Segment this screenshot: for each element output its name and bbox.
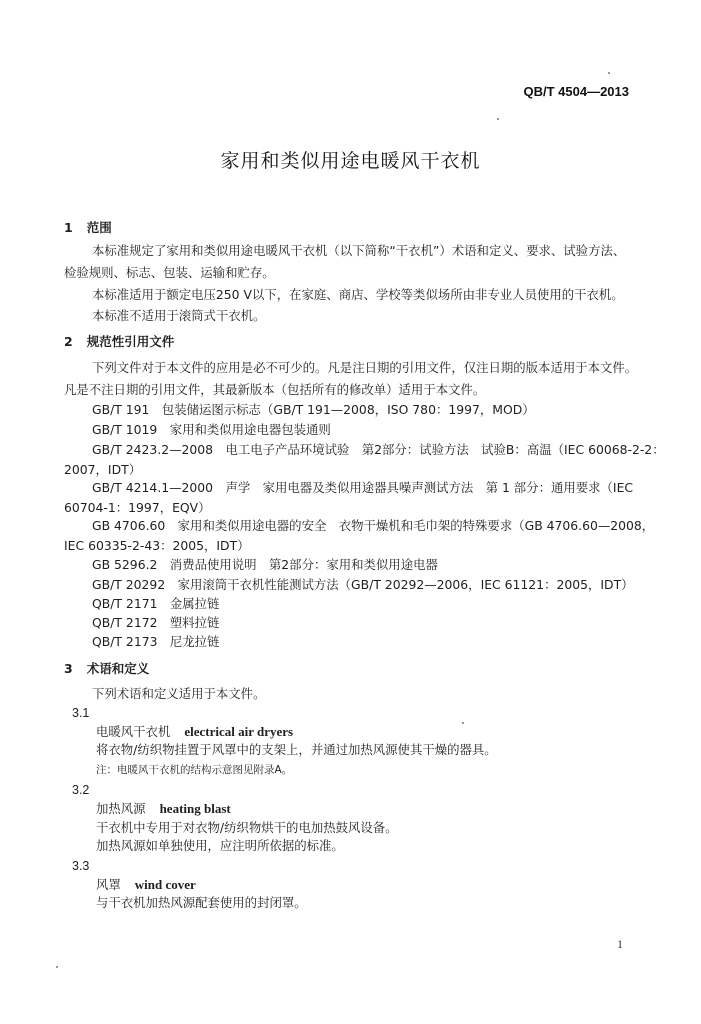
- term-3-1-definition: 将衣物/纺织物挂置于风罩中的支架上，并通过加热风源使其干燥的器具。: [96, 742, 497, 757]
- section-1-heading: [64, 220, 112, 236]
- term-3-1-note: 注：电暖风干衣机的结构示意图见附录A。: [96, 764, 293, 776]
- scan-speck: [497, 118, 499, 120]
- page-number: 1: [617, 937, 623, 951]
- ref-gbt-4214-cont: 60704-1：1997，EQV）: [64, 500, 211, 515]
- section-3-intro: 下列术语和定义适用于本文件。: [92, 686, 266, 701]
- ref-gbt-20292: GB/T 20292 家用滚筒干衣机性能测试方法（GB/T 20292—2006，IEC 61121：2005，IDT）: [92, 577, 634, 592]
- term-3-3-zh: 风罩: [96, 877, 121, 892]
- term-3-2-en: heating blast: [159, 801, 231, 816]
- term-3-1-zh: 电暖风干衣机: [96, 724, 171, 739]
- section-1-line-3: 本标准适用于额定电压250 V以下，在家庭、商店、学校等类似场所由非专业人员使用的干衣机。: [92, 287, 624, 302]
- ref-gbt-2423-cont: 2007，IDT）: [64, 462, 142, 477]
- section-1-title: 范围: [86, 220, 112, 235]
- section-1-line-1: 本标准规定了家用和类似用途电暖风干衣机（以下简称“干衣机”）术语和定义、要求、试验方法、: [92, 243, 626, 258]
- section-1-line-4: 本标准不适用于滚筒式干衣机。: [92, 308, 266, 323]
- section-3-title: 术语和定义: [86, 661, 150, 676]
- ref-gb-5296: GB 5296.2 消费品使用说明 第2部分：家用和类似用途电器: [92, 557, 438, 572]
- section-1-line-2: 检验规则、标志、包装、运输和贮存。: [64, 265, 275, 280]
- ref-gbt-1019: GB/T 1019 家用和类似用途电器包装通则: [92, 422, 331, 437]
- term-3-2-heading: [96, 801, 231, 817]
- term-3-3-heading: [96, 877, 196, 893]
- ref-gbt-191: GB/T 191 包装储运图示标志（GB/T 191—2008，ISO 780：1997，MOD）: [92, 402, 535, 417]
- term-3-1-heading: [96, 724, 293, 740]
- ref-line-2: 凡是不注日期的引用文件，其最新版本（包括所有的修改单）适用于本文件。: [64, 382, 486, 397]
- ref-gb-4706-cont: IEC 60335-2-43：2005，IDT）: [64, 538, 250, 553]
- ref-gbt-2423: GB/T 2423.2—2008 电工电子产品环境试验 第2部分：试验方法 试验B：高温（IEC 60068-2-2：: [92, 442, 665, 457]
- ref-qbt-2173: QB/T 2173 尼龙拉链: [92, 634, 220, 649]
- term-3-3-definition: 与干衣机加热风源配套使用的封闭罩。: [96, 895, 307, 910]
- ref-qbt-2172: QB/T 2172 塑料拉链: [92, 615, 220, 630]
- term-3-1-en: electrical air dryers: [184, 724, 294, 739]
- section-3-heading: [64, 661, 149, 677]
- scan-speck: [462, 722, 464, 724]
- scan-speck: [608, 72, 610, 74]
- section-2-number: 2: [64, 334, 73, 349]
- standard-code: QB/T 4504—2013: [523, 84, 629, 99]
- term-3-3-number: 3.3: [72, 859, 90, 873]
- section-2-heading: [64, 334, 174, 350]
- section-3-number: 3: [64, 661, 73, 676]
- term-3-1-number: 3.1: [72, 706, 90, 720]
- section-1-number: 1: [64, 220, 73, 235]
- scan-speck: [56, 966, 58, 968]
- ref-qbt-2171: QB/T 2171 金属拉链: [92, 596, 220, 611]
- term-3-2-zh: 加热风源: [96, 801, 146, 816]
- document-title: 家用和类似用途电暖风干衣机: [220, 150, 481, 172]
- term-3-3-en: wind cover: [134, 877, 196, 892]
- term-3-2-definition: 干衣机中专用于对衣物/纺织物烘干的电加热鼓风设备。: [96, 820, 398, 835]
- ref-line-1: 下列文件对于本文件的应用是必不可少的。凡是注日期的引用文件，仅注日期的版本适用于本文件。: [92, 360, 638, 375]
- ref-gb-4706: GB 4706.60 家用和类似用途电器的安全 衣物干燥机和毛巾架的特殊要求（GB 4706.60—2008，: [92, 518, 655, 533]
- ref-gbt-4214: GB/T 4214.1—2000 声学 家用电器及类似用途器具噪声测试方法 第 1 部分：通用要求（IEC: [92, 480, 634, 495]
- term-3-2-extra: 加热风源如单独使用，应注明所依据的标准。: [96, 838, 344, 853]
- section-2-title: 规范性引用文件: [86, 334, 175, 349]
- term-3-2-number: 3.2: [72, 783, 90, 797]
